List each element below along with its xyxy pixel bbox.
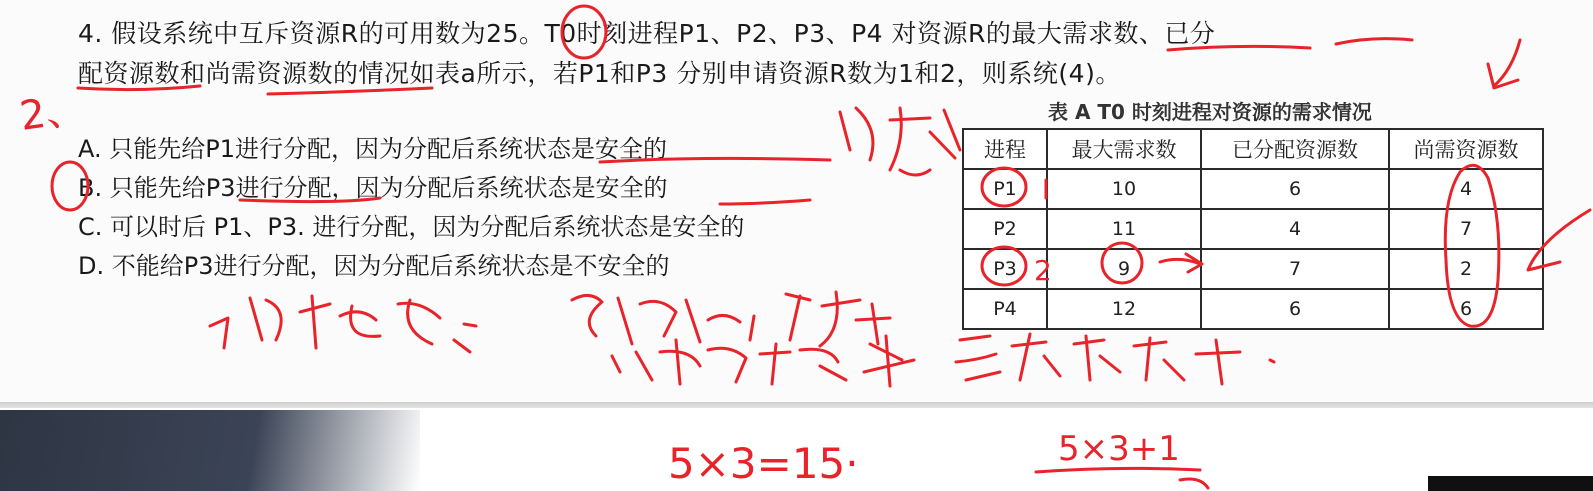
cell-max: 10 xyxy=(1047,169,1201,209)
cell-max: 12 xyxy=(1047,289,1201,329)
ink-bracket-right xyxy=(1528,210,1590,270)
ink-underline-line2-b xyxy=(268,88,432,94)
cell-process: P3 xyxy=(963,249,1047,289)
question-line-1: 4. 假设系统中互斥资源R的可用数为25。T0时刻进程P1、P2、P3、P4 对资源R的最大需求数、已分 xyxy=(78,19,1216,48)
ink-note-1 xyxy=(210,296,476,352)
ink-arrow-left-small xyxy=(900,170,930,175)
ink-mark-p3-2: 2 xyxy=(1034,254,1052,287)
ink-underline-option-b xyxy=(240,198,810,204)
ink-circle-p1 xyxy=(982,168,1026,206)
cell-allocated: 6 xyxy=(1201,169,1389,209)
header-process: 进程 xyxy=(963,129,1047,169)
ink-note-4 xyxy=(956,334,1274,384)
cell-process: P4 xyxy=(963,289,1047,329)
cell-process: P1 xyxy=(963,169,1047,209)
ink-underline-alloc-a xyxy=(1336,39,1412,44)
ink-circle-b xyxy=(52,162,88,210)
ink-underline-line2-a xyxy=(78,86,200,90)
question-line-2: 配资源数和尚需资源数的情况如表a所示，若P1和P3 分别申请资源R数为1和2，则系统(4)。 xyxy=(78,59,1121,88)
header-remaining: 尚需资源数 xyxy=(1389,129,1543,169)
cell-allocated: 6 xyxy=(1201,289,1389,329)
ink-scribble-word xyxy=(840,108,960,170)
cell-remaining: 2 xyxy=(1389,249,1543,289)
ink-circle-p3 xyxy=(982,247,1026,285)
cell-process: P2 xyxy=(963,209,1047,249)
ink-calc-1: 5×3=15· xyxy=(668,439,859,488)
ink-underline-max xyxy=(1168,46,1310,50)
ink-arrow-down xyxy=(1488,40,1520,88)
ink-oval-remaining xyxy=(1445,165,1499,326)
cell-allocated: 4 xyxy=(1201,209,1389,249)
ink-underline-option-a xyxy=(600,158,830,162)
cell-remaining: 4 xyxy=(1389,169,1543,209)
ink-fraction-denominator xyxy=(1180,479,1208,488)
ink-mark-2: 2、 xyxy=(16,85,89,140)
cell-allocated: 7 xyxy=(1201,249,1389,289)
cell-max: 11 xyxy=(1047,209,1201,249)
ink-circle-9 xyxy=(1102,243,1142,283)
option-c: C. 可以时后 P1、P3. 进行分配，因为分配后系统状态是安全的 xyxy=(78,213,745,241)
ink-note-3 xyxy=(612,336,914,386)
cell-remaining: 7 xyxy=(1389,209,1543,249)
cell-max: 9 xyxy=(1047,249,1201,289)
cell-remaining: 6 xyxy=(1389,289,1543,329)
ink-calc-2: 5×3+1 xyxy=(1058,429,1180,469)
ink-arrow-right xyxy=(1160,254,1202,272)
header-max-need: 最大需求数 xyxy=(1047,129,1201,169)
header-allocated: 已分配资源数 xyxy=(1201,129,1389,169)
ink-circle-25 xyxy=(562,6,606,58)
option-b: B. 只能先给P3进行分配，因为分配后系统状态是安全的 xyxy=(78,174,668,202)
option-a: A. 只能先给P1进行分配，因为分配后系统状态是安全的 xyxy=(78,135,667,163)
ink-note-2 xyxy=(572,292,890,346)
table-title: 表 A T0 时刻进程对资源的需求情况 xyxy=(1048,100,1372,124)
option-d: D. 不能给P3进行分配，因为分配后系统状态是不安全的 xyxy=(78,252,670,280)
